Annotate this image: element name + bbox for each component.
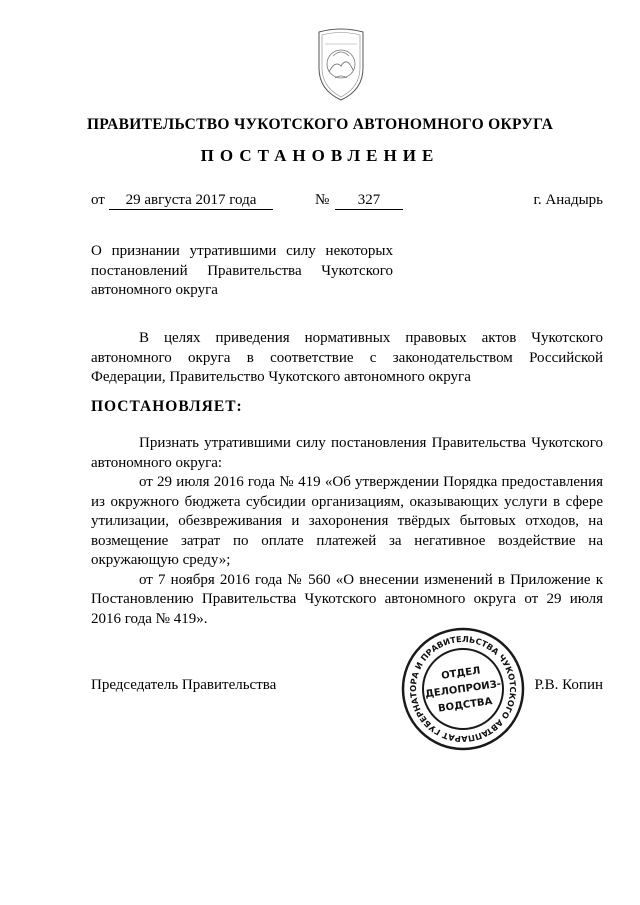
document-type: ПОСТАНОВЛЕНИЕ [200,146,440,165]
document-city: г. Анадырь [533,192,603,208]
resolves-heading: ПОСТАНОВЛЯЕТ: [91,398,243,415]
signatory-position: Председатель Правительства [91,677,277,693]
document-date: 29 августа 2017 года [109,192,273,210]
document-subject: О признании утратившими силу некоторых постановлений Правительства Чукотского автономного округа [91,243,393,298]
intro-paragraph [91,329,603,388]
document-meta-row [91,192,603,212]
document-number: 327 [335,192,403,210]
government-title: ПРАВИТЕЛЬСТВО ЧУКОТСКОГО АВТОНОМНОГО ОКРУГА [86,116,554,133]
date-from-label: от [91,192,105,208]
stamp-ring-text: АППАРАТ ГУБЕРНАТОРА И ПРАВИТЕЛЬСТВА ЧУКОТСКОГО АВТОНОМНОГО [407,633,519,745]
signatory-name: Р.В. Копин [534,677,603,693]
official-stamp [400,626,526,752]
coat-of-arms-emblem [311,26,371,104]
stamp-line-3: ВОДСТВА [437,696,494,715]
stamp-line-1: ОТДЕЛ [440,665,482,682]
intro-text: В целях приведения нормативных правовых актов Чукотского автономного округа в соответствие с законодательством Российской Федерации, Правительство Чукотского автономного округа [91,330,603,385]
number-sign: № [315,192,330,208]
body-paragraph-2: от 29 июля 2016 года № 419 «Об утверждении Порядка предоставления из окружного бюджета субсидии организациям, оказывающих услуги в сфере утилизации, обезвреживания и захоронения твёрдых бытовых отходов, на возмещение затрат по оплате платежей за негативное воздействие на окружающую среду»; [91,474,603,568]
resolution-body [91,434,603,629]
stamp-line-2: ДЕЛОПРОИЗ- [424,678,502,701]
body-paragraph-3: от 7 ноября 2016 года № 560 «О внесении изменений в Приложение к Постановлению Правительства Чукотского автономного округа от 29 июля 2016 года № 419». [91,571,603,627]
body-paragraph-1: Признать утратившими силу постановления Правительства Чукотского автономного округа: [91,435,603,471]
